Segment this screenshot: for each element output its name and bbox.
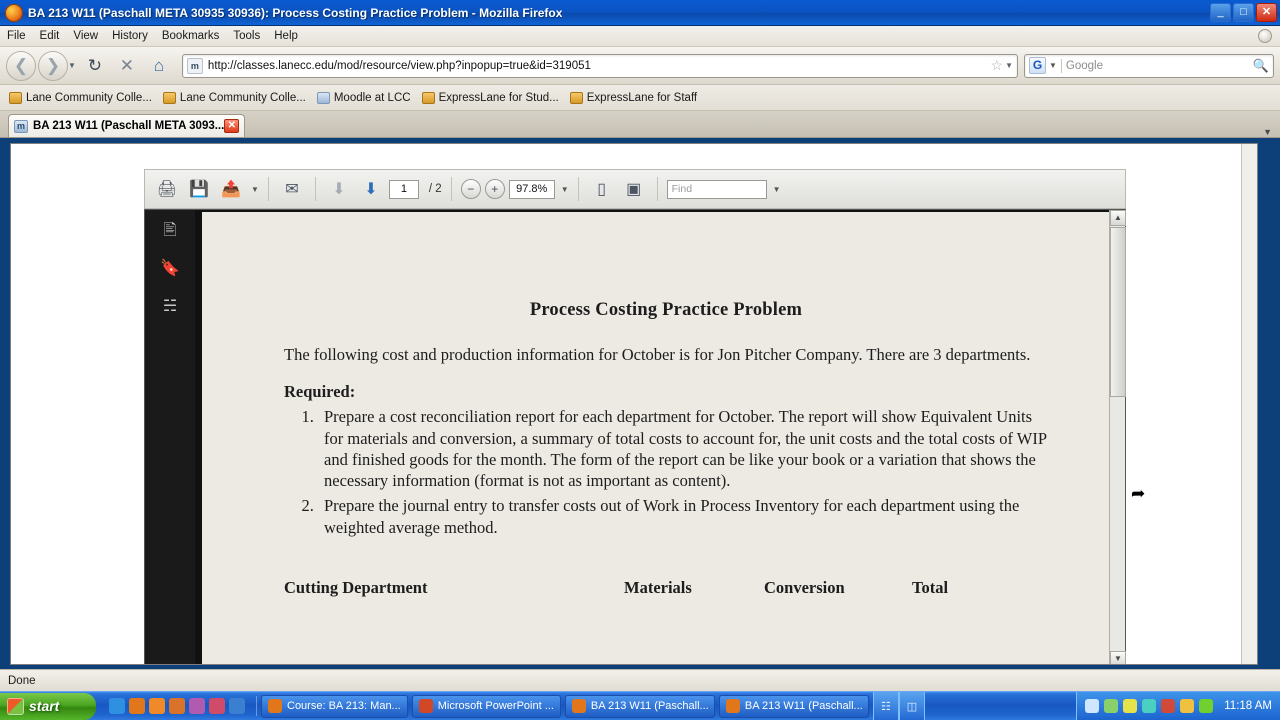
firefox-icon — [5, 4, 23, 22]
printer-icon[interactable]: 🖨 — [156, 181, 178, 198]
start-label: start — [29, 698, 60, 714]
divider — [657, 177, 658, 201]
chevron-down-icon[interactable]: ▼ — [772, 184, 781, 194]
page-scrollbar[interactable] — [1241, 144, 1257, 665]
window-titlebar — [0, 0, 1280, 26]
moodle-icon — [317, 92, 330, 104]
bookmark-expresslane-staff[interactable] — [567, 90, 703, 106]
window-title: BA 213 W11 (Paschall META 30935 30936): Process Costing Practice Problem - Mozilla Firefox — [28, 5, 563, 20]
document-requirements-list — [284, 406, 1048, 538]
address-bar-value: http://classes.lanecc.edu/mod/resource/view.php?inpopup=true&id=319051 — [207, 59, 591, 72]
stop-icon[interactable]: ✕ — [119, 55, 135, 75]
divider — [578, 177, 579, 201]
divider — [256, 696, 257, 716]
pdf-scrollbar[interactable] — [1109, 210, 1125, 665]
firefox-icon — [726, 699, 740, 713]
tab-strip — [0, 111, 1280, 138]
powerpoint-icon — [419, 699, 433, 713]
bookmark-lane-community-1[interactable] — [6, 90, 158, 106]
search-bar[interactable] — [1024, 54, 1274, 78]
menu-item-tools[interactable]: Tools — [233, 30, 261, 42]
chevron-down-icon[interactable]: ▼ — [560, 184, 569, 194]
updates-icon[interactable] — [1180, 699, 1194, 713]
email-icon[interactable]: ✉ — [285, 181, 299, 198]
export-icon[interactable]: 📤 — [221, 181, 241, 198]
chevron-down-icon[interactable]: ▼ — [1263, 127, 1272, 137]
home-icon[interactable]: ⌂ — [153, 55, 165, 75]
menu-item-help[interactable]: Help — [274, 30, 298, 42]
page-total-label: / 2 — [428, 183, 442, 195]
bookmark-label: Moodle at LCC — [333, 91, 411, 104]
bookmark-label: ExpressLane for Stud... — [438, 91, 559, 104]
bookmark-label: ExpressLane for Staff — [586, 91, 698, 104]
bookmarks-panel-icon[interactable]: 🔖 — [160, 260, 180, 277]
window-controls — [1210, 3, 1280, 22]
taskbar-item-label: Course: BA 213: Man... — [287, 700, 401, 712]
address-bar[interactable] — [182, 54, 1018, 78]
media-player-icon[interactable] — [169, 698, 185, 714]
folder-icon — [9, 92, 22, 104]
bookmark-expresslane-students[interactable] — [419, 90, 565, 106]
page-number-input[interactable]: 1 — [389, 180, 419, 199]
show-desktop-icon[interactable]: ◫ — [899, 692, 925, 720]
volume-icon[interactable] — [1104, 699, 1118, 713]
bookmark-moodle-at-lcc[interactable] — [314, 90, 417, 106]
pages-panel-icon[interactable]: 🖹 — [163, 222, 177, 239]
folder-icon — [570, 92, 583, 104]
status-text: Done — [8, 674, 36, 687]
save-icon[interactable]: 💾 — [189, 181, 209, 198]
divider — [1061, 59, 1062, 73]
window-resize-grip-icon — [1258, 29, 1272, 43]
browser-icon[interactable] — [229, 698, 245, 714]
arrow-up-icon[interactable]: ⬇ — [332, 181, 346, 198]
scroll-down-icon[interactable]: ▼ — [1110, 651, 1126, 665]
shield-icon[interactable] — [1123, 699, 1137, 713]
chevron-down-icon[interactable]: ▼ — [1049, 61, 1057, 70]
chevron-down-icon[interactable]: ▼ — [1005, 61, 1013, 70]
list-item: 2. Prepare the journal entry to transfer costs out of Work in Process Inventory for each department using the weighted average method. — [318, 495, 1048, 538]
tab-ba213-w11[interactable] — [8, 114, 245, 137]
taskbar-item-ba213-w11-b[interactable] — [719, 695, 869, 718]
mouse-cursor-icon: ➦ — [1131, 484, 1146, 503]
close-icon[interactable]: ✕ — [224, 119, 239, 133]
windows-flag-icon — [7, 698, 24, 715]
zoom-out-icon[interactable]: − — [461, 179, 481, 199]
pdf-page — [202, 212, 1110, 664]
zotero-icon[interactable] — [1161, 699, 1175, 713]
divider — [451, 177, 452, 201]
taskbar — [0, 691, 1280, 720]
table-header-total: Total — [912, 577, 949, 597]
pdf-toolbar — [144, 169, 1126, 209]
folder-icon — [422, 92, 435, 104]
firefox-icon[interactable] — [129, 698, 145, 714]
folder-icon — [163, 92, 176, 104]
arrow-down-icon[interactable]: ⬇ — [364, 181, 378, 198]
bookmarks-toolbar — [0, 85, 1280, 111]
google-badge-icon: G — [1029, 57, 1046, 74]
menu-item-bookmarks[interactable]: Bookmarks — [161, 30, 220, 42]
taskbar-item-label: Microsoft PowerPoint ... — [437, 700, 554, 712]
task-switch-icon[interactable]: ☷ — [873, 692, 899, 720]
maximize-button[interactable]: □ — [1233, 3, 1254, 22]
back-arrow-icon[interactable]: ❮ — [6, 51, 36, 81]
navigation-toolbar — [0, 47, 1280, 85]
fit-page-icon[interactable]: ▣ — [626, 181, 642, 198]
menu-item-file[interactable]: File — [7, 30, 26, 42]
taskbar-item-label: BA 213 W11 (Paschall... — [744, 700, 863, 712]
table-header-conversion: Conversion — [764, 577, 845, 597]
bookmark-label: Lane Community Colle... — [26, 91, 152, 104]
browser-content — [0, 138, 1280, 669]
list-item: 1. Prepare a cost reconciliation report for each department for October. The report will show Equivalent Units for materials and conversion, a summary of total costs to account for, the unit costs and the total costs of WIP and finished goods for the month. The form of the report can be like your book or a variation that shows the necessary information (format is not as important as content). — [318, 406, 1048, 491]
system-tray — [1076, 692, 1280, 720]
reload-icon[interactable]: ↻ — [87, 55, 103, 75]
bookmark-label: Lane Community Colle... — [179, 91, 306, 104]
taskbar-item-ba213-w11-a[interactable] — [565, 695, 715, 718]
taskbar-item-powerpoint[interactable] — [412, 695, 561, 718]
camera-icon[interactable] — [209, 698, 225, 714]
attachments-panel-icon[interactable]: ☵ — [162, 298, 178, 315]
bookmark-lane-community-2[interactable] — [160, 90, 312, 106]
tab-label: BA 213 W11 (Paschall META 3093... — [33, 120, 225, 132]
photo-viewer-icon[interactable] — [189, 698, 205, 714]
table-header-materials: Materials — [624, 577, 692, 597]
find-input[interactable]: Find — [667, 180, 767, 199]
fit-width-icon[interactable]: ▯ — [597, 181, 607, 198]
firefox-icon — [572, 699, 586, 713]
menu-item-history[interactable]: History — [112, 30, 148, 42]
nvidia-icon[interactable] — [1199, 699, 1213, 713]
document-title: Process Costing Practice Problem — [529, 300, 803, 320]
document-table-header — [284, 578, 1048, 598]
zoom-in-icon[interactable]: + — [485, 179, 505, 199]
zoom-value[interactable]: 97.8% — [509, 180, 555, 199]
menu-item-edit[interactable]: Edit — [39, 30, 60, 42]
start-button[interactable] — [0, 693, 96, 720]
moodle-favicon: m — [14, 120, 28, 133]
firefox-icon — [268, 699, 282, 713]
divider — [268, 177, 269, 201]
menu-item-view[interactable]: View — [73, 30, 99, 42]
pdf-viewer — [144, 209, 1126, 665]
scrollbar-thumb[interactable] — [1110, 227, 1126, 397]
scroll-up-icon[interactable]: ▲ — [1110, 210, 1126, 226]
moodle-icon[interactable] — [149, 698, 165, 714]
antivirus-icon[interactable] — [1142, 699, 1156, 713]
clock[interactable]: 11:18 AM — [1224, 700, 1272, 712]
network-icon[interactable] — [1085, 699, 1099, 713]
document-required-label: Required: — [284, 382, 356, 402]
search-input[interactable]: Google — [1065, 59, 1104, 72]
magnifier-icon[interactable]: 🔍 — [1252, 57, 1269, 73]
chevron-down-icon[interactable]: ▼ — [251, 184, 259, 194]
quick-launch-bar — [102, 698, 252, 714]
status-bar — [0, 669, 1280, 691]
pdf-side-panel — [145, 210, 195, 665]
divider — [315, 177, 316, 201]
moodle-favicon: m — [187, 58, 203, 74]
minimize-button[interactable]: _ — [1210, 3, 1231, 22]
document-intro: The following cost and production information for October is for Jon Pitcher Company. There are 3 departments. — [284, 345, 1031, 364]
table-header-department: Cutting Department — [284, 577, 428, 597]
page-viewport — [10, 143, 1258, 665]
close-button[interactable]: ✕ — [1256, 3, 1277, 22]
star-icon[interactable]: ☆ — [990, 57, 1004, 73]
taskbar-item-course-ba213[interactable] — [261, 695, 408, 718]
chevron-down-icon[interactable]: ▼ — [68, 61, 76, 70]
forward-arrow-icon[interactable]: ❯ — [38, 51, 68, 81]
menu-bar — [0, 26, 1280, 47]
taskbar-item-label: BA 213 W11 (Paschall... — [590, 700, 709, 712]
internet-explorer-icon[interactable] — [109, 698, 125, 714]
